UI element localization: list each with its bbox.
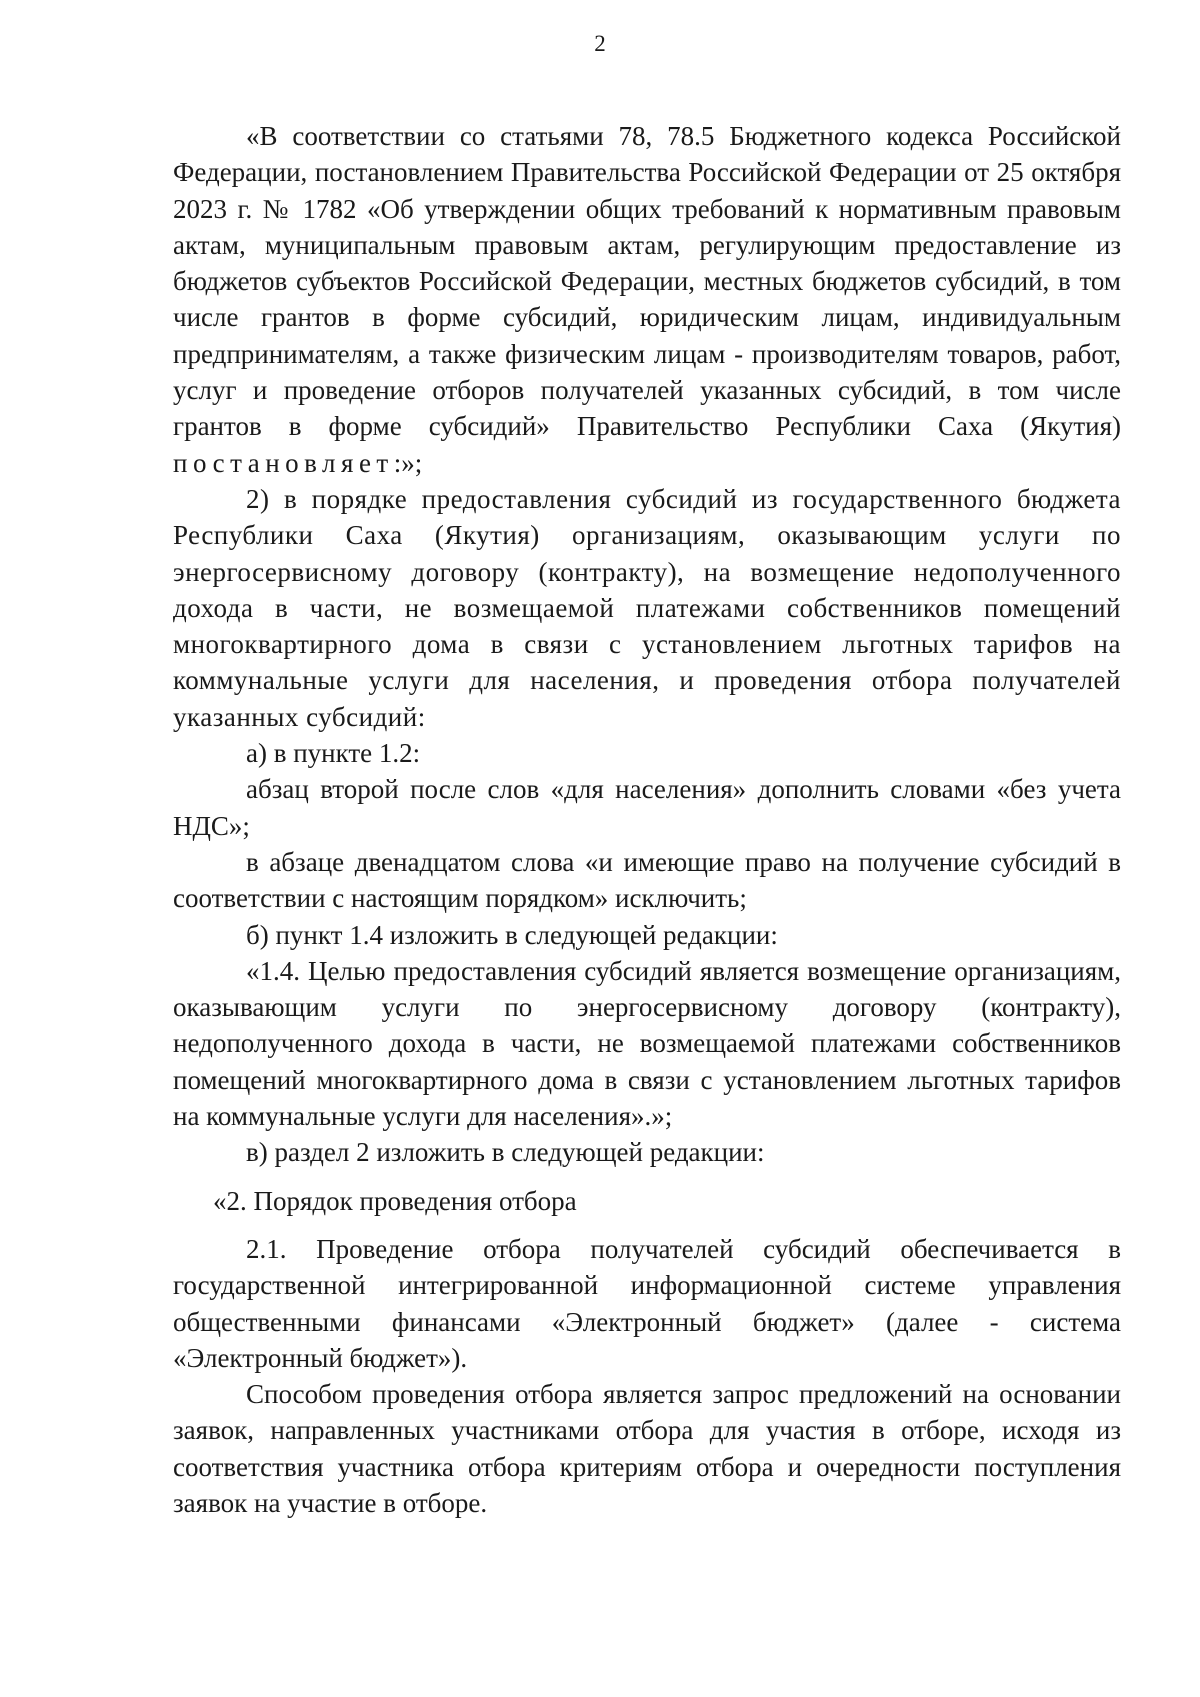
paragraph-preamble xyxy=(173,118,1121,481)
preamble-text: «В соответствии со статьями 78, 78.5 Бюджетного кодекса Российской Федерации, постановлением Правительства Российской Федерации от 25 октября 2023 г. № 1782 «Об утверждении общих требований к нормативным правовым актам, муниципальным правовым актам, регулирующим предоставление из бюджетов субъектов Российской Федерации, местных бюджетов субсидий, в том числе грантов в форме субсидий, юридическим лицам, индивидуальным предпринимателям, а также физическим лицам - производителям товаров, работ, услуг и проведение отборов получателей указанных субсидий, в том числе грантов в форме субсидий» Правительство Республики Саха (Якутия) xyxy=(173,121,1121,442)
preamble-spaced-verb: постановляет xyxy=(173,447,394,478)
preamble-ending: :»; xyxy=(393,447,423,478)
paragraph-abzac-second: абзац второй после слов «для населения» дополнить словами «без учета НДС»; xyxy=(173,774,1121,841)
paragraph-abzac-twelfth: в абзаце двенадцатом слова «и имеющие право на получение субсидий в соответствии с настоящим порядком» исключить; xyxy=(173,846,1121,914)
paragraph-clause-1-4: «1.4. Целью предоставления субсидий является возмещение организациям, оказывающим услуги по энергосервисному договору (контракту), недополученного дохода в части, не возмещаемой платежами собственников помещений многоквартирного дома в связи с установлением льготных тарифов на коммунальные услуги для населения».»; xyxy=(173,955,1121,1132)
paragraph-subitem-a: а) в пункте 1.2: xyxy=(246,738,421,769)
paragraph-subitem-b: б) пункт 1.4 изложить в следующей редакции: xyxy=(246,919,778,950)
document-body xyxy=(173,118,1121,1521)
paragraph-clause-2-1: 2.1. Проведение отбора получателей субсидий обеспечивается в государственной интегрированной информационной системе управления общественными финансами «Электронный бюджет» (далее - система «Электронный бюджет»). xyxy=(173,1233,1121,1373)
page-number: 2 xyxy=(594,31,606,56)
paragraph-selection-method: Способом проведения отбора является запрос предложений на основании заявок, направленных участниками отбора для участия в отборе, исходя из соответствия участника отбора критериям отбора и очередности поступления заявок на участие в отборе. xyxy=(173,1379,1121,1518)
paragraph-item-2: 2) в порядке предоставления субсидий из государственного бюджета Республики Саха (Якутия) организациям, оказывающим услуги по энергосервисному договору (контракту), на возмещение недополученного дохода в части, не возмещаемой платежами собственников помещений многоквартирного дома в связи с установлением льготных тарифов на коммунальные услуги для населения, и проведения отбора получателей указанных субсидий: xyxy=(173,483,1121,732)
section-heading: «2. Порядок проведения отбора xyxy=(213,1185,577,1216)
paragraph-subitem-v: в) раздел 2 изложить в следующей редакции: xyxy=(246,1137,765,1168)
